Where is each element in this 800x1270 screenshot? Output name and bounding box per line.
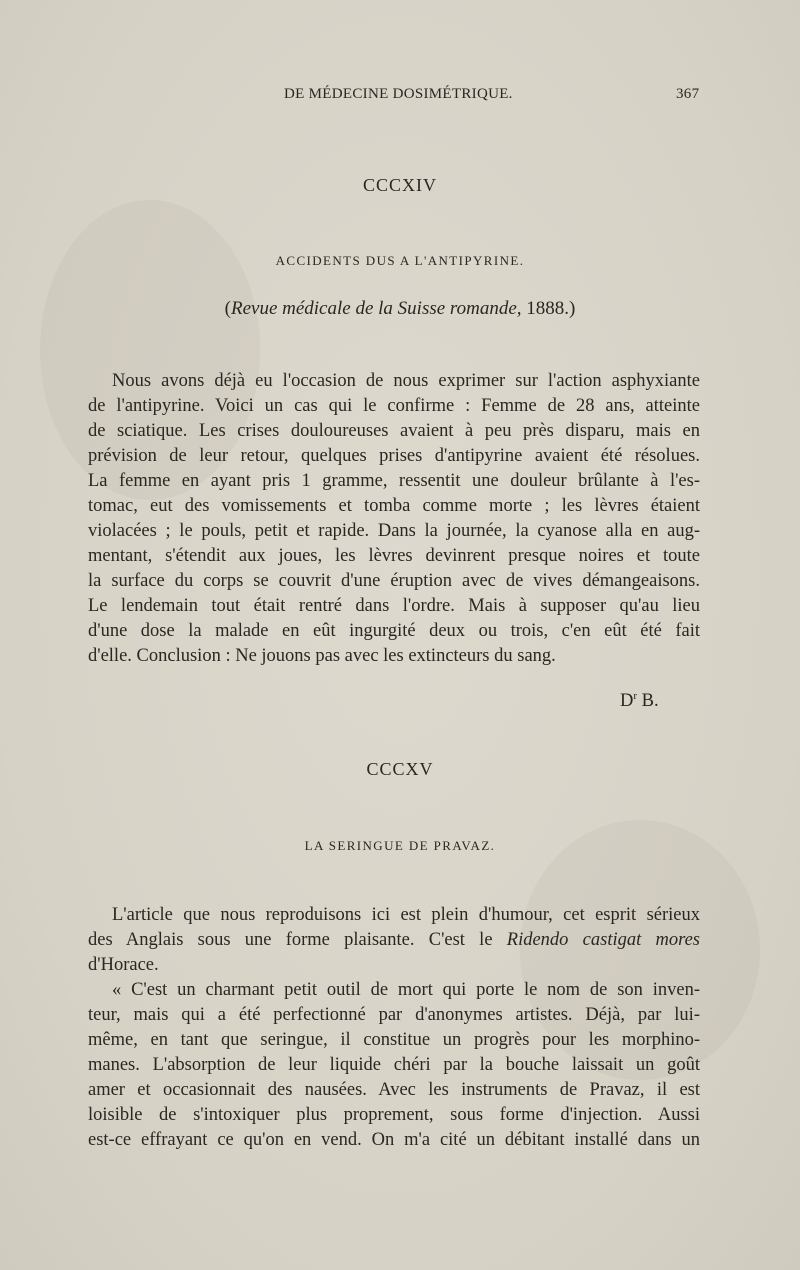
article-title: LA SERINGUE DE PRAVAZ. [304, 838, 496, 853]
text-line: L'article que nous reproduisons ici est plein d'humour, cet esprit sérieux [112, 905, 700, 925]
signature [620, 690, 659, 712]
source-year: 1888. [526, 298, 570, 319]
text-line: la surface du corps se couvrit d'une éruption avec de vives démangeaisons. [88, 571, 700, 591]
page-number: 367 [676, 86, 700, 102]
text-line: violacées ; le pouls, petit et rapide. Dans la journée, la cyanose alla en aug- [88, 521, 700, 541]
source-journal: Revue médicale de la Suisse romande, [230, 298, 522, 319]
text-line: manes. L'absorption de leur liquide chéri par la bouche laissait un goût [88, 1055, 700, 1075]
text-line [88, 928, 700, 953]
article-body [88, 903, 700, 1153]
signature-prefix: D [620, 691, 634, 712]
text-line: même, en tant que seringue, il constitue un progrès pour les morphino- [88, 1030, 700, 1050]
text-line: Nous avons déjà eu l'occasion de nous exprimer sur l'action asphyxiante [112, 371, 700, 391]
text-line: tomac, eut des vomissements et tomba comme morte ; les lèvres étaient [88, 496, 700, 516]
latin-phrase: Ridendo castigat mores [506, 930, 701, 950]
running-header [0, 86, 800, 108]
signature-name: B. [641, 691, 659, 712]
text-line: d'Horace. [88, 955, 159, 975]
running-title: DE MÉDECINE DOSIMÉTRIQUE. [284, 86, 513, 102]
text-line: d'une dose la malade en eût ingurgité deux ou trois, c'en eût été fait [88, 621, 700, 641]
text-line: de l'antipyrine. Voici un cas qui le confirme : Femme de 28 ans, atteinte [88, 396, 700, 416]
article-title: ACCIDENTS DUS A L'ANTIPYRINE. [275, 253, 525, 268]
text-line: est-ce effrayant ce qu'on en vend. On m'a cité un débitant installé dans un [88, 1130, 700, 1150]
signature-sup: r [633, 690, 638, 702]
text-line: mentant, s'étendit aux joues, les lèvres devinrent presque noires et toute [88, 546, 700, 566]
article-source: (Revue médicale de la Suisse romande, 1888.) [224, 298, 576, 319]
article-number: CCCXV [366, 759, 434, 779]
text-line: d'elle. Conclusion : Ne jouons pas avec les extincteurs du sang. [88, 646, 556, 666]
text-line: La femme en ayant pris 1 gramme, ressentit une douleur brûlante à l'es- [88, 471, 700, 491]
text-line: teur, mais qui a été perfectionné par d'anonymes artistes. Déjà, par lui- [88, 1005, 700, 1025]
text-line: loisible de s'intoxiquer plus proprement, sous forme d'injection. Aussi [88, 1105, 700, 1125]
article-number: CCCXIV [362, 175, 437, 195]
article-body [88, 369, 700, 669]
text-fragment: des Anglais sous une forme plaisante. C'est le [88, 930, 493, 950]
text-line: Le lendemain tout était rentré dans l'ordre. Mais à supposer qu'au lieu [88, 596, 700, 616]
text-line: « C'est un charmant petit outil de mort qui porte le nom de son inven- [112, 980, 700, 1000]
text-line: prévision de leur retour, quelques prises d'antipyrine avaient été résolues. [88, 446, 700, 466]
text-line: amer et occasionnait des nausées. Avec les instruments de Pravaz, il est [88, 1080, 700, 1100]
text-line: de sciatique. Les crises douloureuses avaient à peu près disparu, mais en [88, 421, 700, 441]
